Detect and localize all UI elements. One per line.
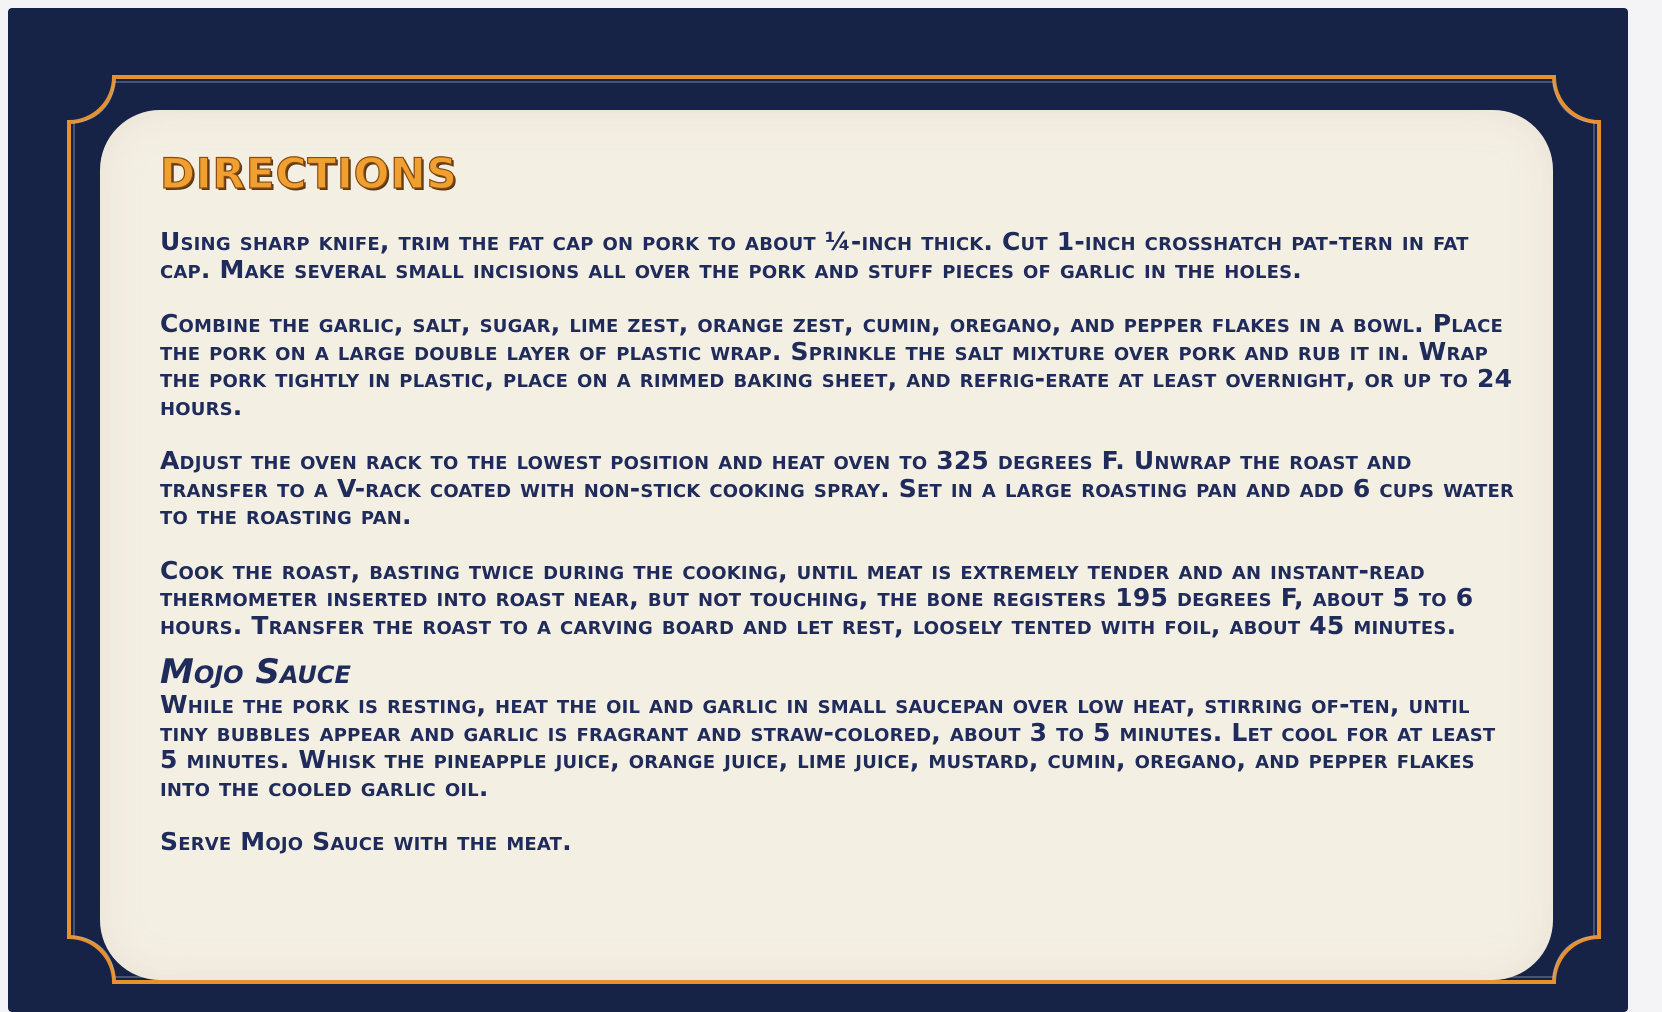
mojo-sauce-instructions: While the pork is resting, heat the oil and garlic in small saucepan over low heat, stirring of-ten, until tiny bubbles appear and garlic is fragrant and straw-colored, about 3 to 5 minutes. Let cool for at least 5 minutes. Whisk the pineapple juice, orange juice, lime juice, mustard, cumin, oregano, and pepper flakes into the cooled garlic oil.: [160, 690, 1496, 802]
step-4: Cook the roast, basting twice during the cooking, until meat is extremely tender and an instant-read thermometer inserted into roast near, but not touching, the bone registers 195 degrees F, about 5 to 6 hours. Transfer the roast to a carving board and let rest, loosely tented with foil, about 45 minutes.: [160, 555, 1474, 640]
step-3: Adjust the oven rack to the lowest position and heat oven to 325 degrees F. Unwrap the roast and transfer to a V-rack coated with non-stick cooking spray. Set in a large roasting pan and add 6 cups water to the roasting pan.: [160, 446, 1515, 530]
mojo-sauce-heading: Mojo Sauce: [160, 652, 351, 692]
step-1: Using sharp knife, trim the fat cap on pork to about ¼-inch thick. Cut 1-inch crosshatch pat-tern in fat cap. Make several small incisions all over the pork and stuff pieces of garlic in the holes.: [160, 227, 1469, 284]
step-2: Combine the garlic, salt, sugar, lime zest, orange zest, cumin, oregano, and pepper flakes in a bowl. Place the pork on a large double layer of plastic wrap. Sprinkle the salt mixture over pork and rub it in. Wrap the pork tightly in plastic, place on a rimmed baking sheet, and refrig-erate at least overnight, or up to 24 hours.: [160, 309, 1513, 421]
directions-heading: DIRECTIONS: [160, 149, 458, 198]
directions-content: [160, 150, 1520, 883]
serve-note: Serve Mojo Sauce with the meat.: [160, 827, 572, 856]
